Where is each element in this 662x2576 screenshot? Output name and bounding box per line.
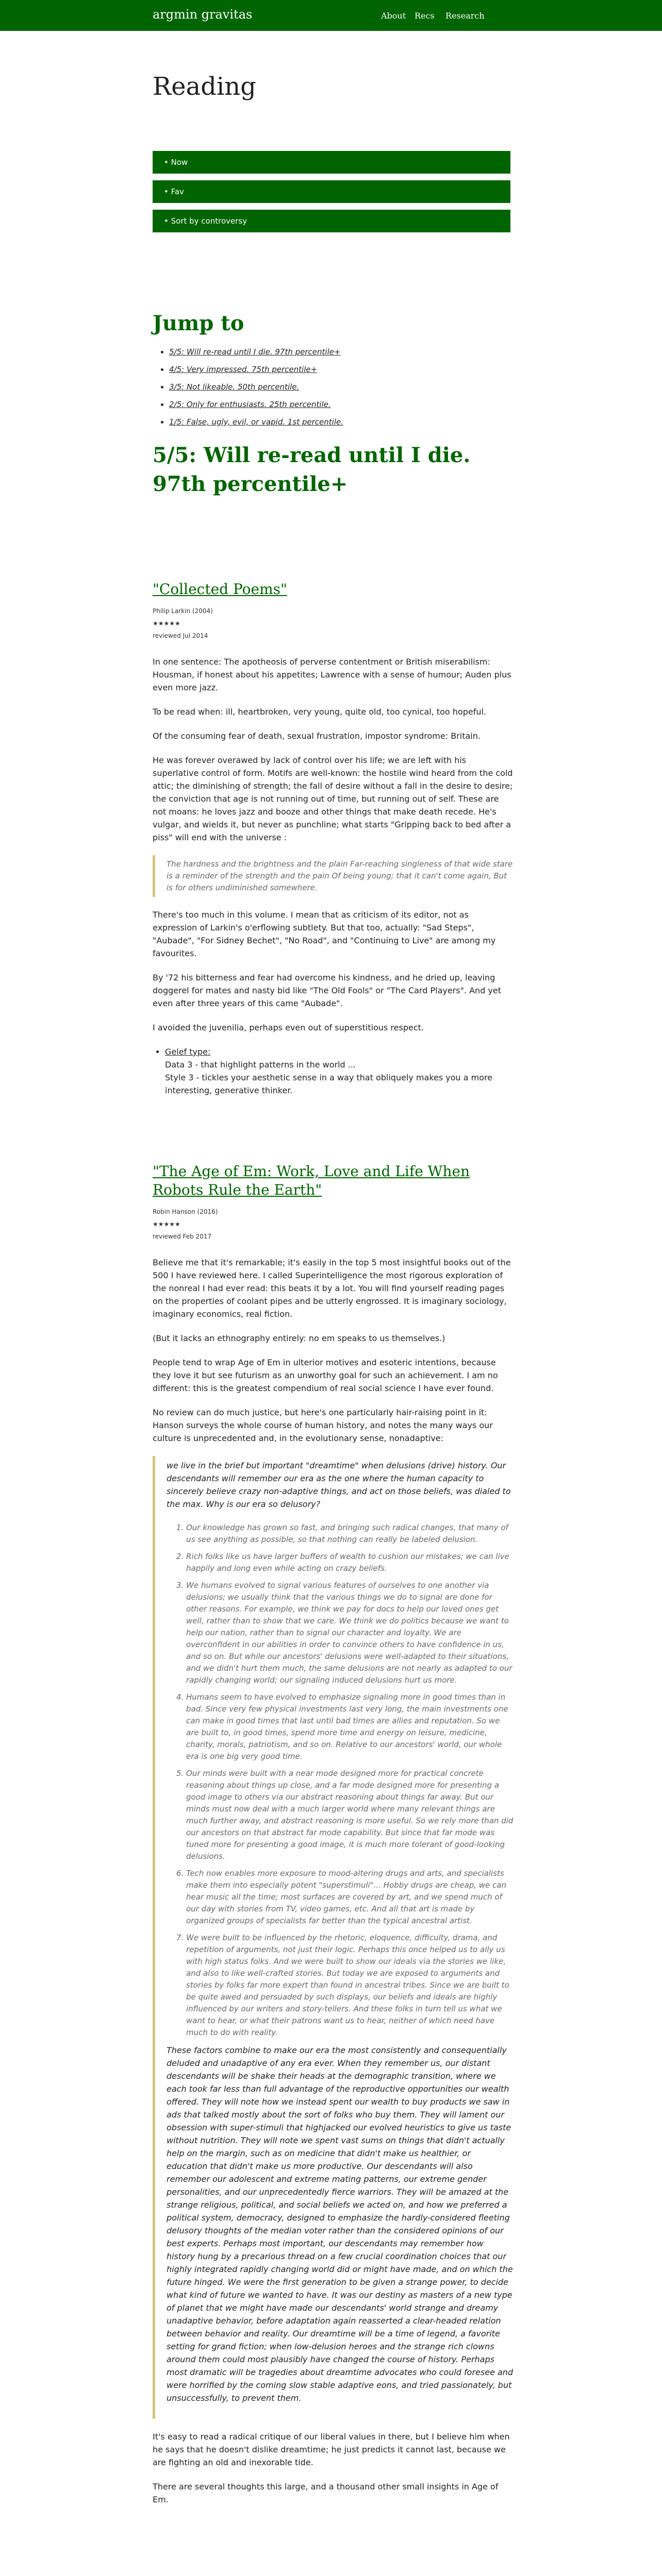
jump-link[interactable]: 2/5: Only for enthusiasts. 25th percentile.	[169, 400, 331, 409]
list-item	[169, 413, 499, 431]
list-item	[165, 1045, 514, 1097]
review-paragraph: No review can do much justice, but here's one particularly hair-raising point in it: Hanson surveys the whole course of human history, and notes the many ways our culture is unprecedented and, in the evolutionary sense, nonadaptive:	[153, 1408, 493, 1443]
review-paragraph: To be read when: ill, heartbroken, very young, quite old, too cynical, too hopeful.	[153, 707, 486, 717]
gelef-tags	[153, 1045, 514, 1097]
tag-line: Style 3 - tickles your aesthetic sense in a way that obliquely makes you a more interesting, generative thinker.	[165, 1073, 493, 1095]
list-item: 5. Our minds were built with a near mode designed more for practical concrete reasoning about things up close, and a far mode designed more for presenting a good image to others via our abstract reasoning about things far away. But our minds must now deal with a much larger world where many relevant things are much further away, and abstract reasoning is more useful. So we rely more than did our ancestors on that abstract far mode capability. But since that far mode was tuned more for presenting a good image, it is much more tolerant of good-looking delusions.	[186, 1768, 514, 1862]
review-paragraph: In one sentence: The apotheosis of perverse contentment or British miserabilism: Housman, if honest about his appetites; Lawrence with a sense of humour; Auden plus even more jazz.	[153, 657, 511, 692]
list-item: 7. We were built to be influenced by the rhetoric, eloquence, difficulty, drama, and repetition of arguments, not just their logic. Perhaps this once helped us to ally us with high status folks. And we were built to show our ideals via the stories we like, and also to like well-crafted stories. But today we are exposed to arguments and stories by folks far more expert than found in ancestral tribes. Since we are built to be quite awed and persuaded by such displays, our beliefs and ideals are highly influenced by our writers and story-tellers. And these folks in turn tell us what we want to hear, or what their patrons want us to hear, neither of which need have much to do with reality.	[186, 1932, 514, 2039]
review-paragraph: By '72 his bitterness and fear had overcome his kindness, and he dried up, leaving doggerel for mates and nasty bid like "The Old Fools" or "The Card Players". And yet even after three years of this came "Aubade".	[153, 973, 502, 1008]
review-paragraph: People tend to wrap Age of Em in ulterior motives and esoteric intentions, because they love it but see futurism as an unworthy goal for such an achievement. I am no different: this is the greatest compendium of real social science I have ever found.	[153, 1358, 498, 1393]
jump-link[interactable]: 3/5: Not likeable. 50th percentile.	[169, 382, 300, 392]
quote-intro: we live in the brief but important "dreamtime" when delusions (drive) history. Our descendants will remember our era as the one where the human capacity to sincerely believe crazy non-adaptive things, and act on those beliefs, was dialed to the max. Why is our era so delusory?	[167, 1461, 511, 1509]
review-paragraph: I avoided the juvenilia, perhaps even out of superstitious respect.	[153, 1023, 424, 1032]
book-stars: ★★★★★	[153, 620, 180, 627]
list-item	[169, 396, 499, 413]
book-entry	[153, 580, 514, 1108]
quote-outro: These factors combine to make our era the most consistently and consequentially deluded and unadaptive of any era ever. When they remember us, our distant descendants will be shake their heads at the demographic transition, where we each took far less than full advantage of the reproductive opportunities our wealth offered. They will note how we instead spent our wealth to buy products we saw in ads that talked mostly about the sort of folks who buy them. They will lament our obsession with super-stimuli that highjacked our evolved heuristics to give us taste without nutrition. They will note we spent vast sums on things that didn't actually help on the margin, such as on medicine that didn't make us healthier, or education that didn't make us more productive. Our descendants will also remember our adolescent and extreme mating patterns, our extreme gender personalities, and our unprecedentedly fierce warriors. They will be amazed at the strange religious, political, and social beliefs we acted on, and how we preferred a political system, democracy, designed to emphasize the hardly-considered fleeting delusory thoughts of the median voter rather than the considered opinions of our best experts. Perhaps most important, our descendants may remember how history hung by a precarious thread on a few crucial coordination choices that our highly integrated rapidly changing world did or might have made, and on which the future hinged. We were the first generation to be given a strange power, to decide what kind of future we wanted to have. It was our destiny as masters of a new type of planet that we might have made our descendants' world strange and dreamy unadaptive behavior, before adaptation again reasserted a clear-headed relation between behavior and reality. Our dreamtime will be a time of legend, a favorite setting for grand fiction; when low-delusion heroes and the strange rich clowns around them could most plausibly have changed the course of history. Perhaps most dramatic will be tragedies about dreamtime advocates who could foresee and were horrified by the coming slow stable adaptive eons, and tried passionately, but unsuccessfully, to prevent them.	[167, 2045, 514, 2403]
book-title	[153, 1162, 514, 1199]
review-paragraph: It's easy to read a radical critique of our liberal values in there, but I believe him when he says that he doesn't dislike dreamtime; he just predicts it cannot last, because we are fighting an old and inexorable tide.	[153, 2432, 510, 2467]
review-quote	[153, 1456, 514, 2419]
review-paragraph: There's too much in this volume. I mean that as criticism of its editor, not as expression of Larkin's o'erflowing subtlety. But that too, actually: "Sad Steps", "Aubade", "For Sidney Bechet", "No Road", and "Continuing to Live" are among my favourites.	[153, 910, 496, 958]
book-title	[153, 580, 514, 599]
nav-about[interactable]: About	[381, 11, 406, 21]
list-item	[169, 378, 499, 396]
top-bar	[0, 0, 662, 31]
review-paragraph: There are several thoughts this large, and a thousand other small insights in Age of Em.	[153, 2482, 499, 2504]
list-item: 2. Rich folks like us have larger buffers of wealth to cushion our mistakes; we can live happily and long even while acting on crazy beliefs.	[186, 1551, 514, 1574]
jump-link[interactable]: 4/5: Very impressed. 75th percentile+	[169, 365, 318, 374]
jump-link[interactable]: 1/5: False, ugly, evil, or vapid. 1st percentile.	[169, 417, 343, 427]
jump-list	[153, 343, 499, 431]
review-paragraph: Of the consuming fear of death, sexual frustration, impostor syndrome: Britain.	[153, 731, 481, 741]
book-author: Philip Larkin (2004)	[153, 607, 213, 615]
page-title: Reading	[153, 72, 256, 101]
list-item: 4. Humans seem to have evolved to emphasize signaling more in good times than in bad. Since very few physical investments last very long, the main investments one can make in good times that last until bad times are allies and reputation. So we are built to, in good times, spend more time and energy on leisure, medicine, charity, morals, patriotism, and so on. Relative to our ancestors' world, our whole era is one big very good time.	[186, 1691, 514, 1762]
review-paragraph: He was forever overawed by lack of control over his life; we are left with his superlative control of form. Motifs are well-known: the hostile wind heard from the cold attic; the diminishing of strength; the fall of desire without a fall in the desire to desire; the conviction that age is not running out of time, but running out of self. These are not moans: he loves jazz and booze and other things that make death recede. He's vulgar, and wields it, but never as punchline; what starts "Gripping back to bed after a piss" will end with the universe :	[153, 755, 513, 842]
jump-link[interactable]: 5/5: Will re-read until I die. 97th percentile+	[169, 347, 341, 357]
site-brand[interactable]: argmin gravitas	[153, 7, 253, 22]
list-item: 1. Our knowledge has grown so fast, and bringing such radical changes, that many of us see anything as possible, so that nothing can really be labeled delusion.	[186, 1522, 514, 1546]
sort-now-button[interactable]: • Now	[153, 151, 510, 174]
list-item	[169, 361, 499, 378]
book-author: Robin Hanson (2016)	[153, 1208, 218, 1215]
sort-controversy-button[interactable]: • Sort by controversy	[153, 210, 510, 232]
review-quote: The hardness and the brightness and the plain Far-reaching singleness of that wide stare is a reminder of the strength and the pain Of being young; that it can't come again, But is for others undiminished somewhere.	[153, 855, 514, 897]
nav-recs[interactable]: Recs	[415, 11, 435, 21]
quote-list	[167, 1522, 514, 2039]
jump-heading: Jump to	[153, 311, 244, 335]
list-item: 3. We humans evolved to signal various features of ourselves to one another via delusions; we usually think that the various things we do to signal are done for other reasons. For example, we think we pay for docs to help our loved ones get well, rather than to show that we care. We think we do politics because we want to help our nation, rather than to signal our character and loyalty. We are overconfident in our abilities in order to convince others to have confidence in us, and so on. But while our ancestors' delusions were well-adapted to their situations, and we didn't hurt them much, the same delusions are not nearly as adapted to our rapidly changing world; our signaling induced delusions hurt us more.	[186, 1580, 514, 1686]
sort-fav-button[interactable]: • Fav	[153, 180, 510, 203]
list-item: 6. Tech now enables more exposure to mood-altering drugs and arts, and specialists make them into especially potent "superstimuli"... Hobby drugs are cheap, we can hear music all the time; most surfaces are covered by art, and we spend much of our day with stories from TV, video games, etc. And all that art is made by organized groups of specialists far better than the typical ancestral artist.	[186, 1868, 514, 1927]
book-title-link[interactable]: "Collected Poems"	[153, 581, 287, 598]
review-paragraph: Believe me that it's remarkable; it's easily in the top 5 most insightful books out of the 500 I have reviewed here. I called Superintelligence the most rigorous exploration of the nonreal I had ever read: this beats it by a lot. You will find yourself reading pages on the properties of coolant pipes and be utterly engrossed. It is imaginary sociology, imaginary economics, real fiction.	[153, 1258, 511, 1319]
book-title-link[interactable]: "The Age of Em: Work, Love and Life When Robots Rule the Earth"	[153, 1163, 470, 1198]
section-heading: 5/5: Will re-read until I die. 97th percentile+	[153, 443, 471, 496]
review-date: reviewed Jul 2014	[153, 632, 208, 639]
book-entry	[153, 1162, 514, 2517]
book-stars: ★★★★★	[153, 1221, 180, 1228]
list-item	[169, 343, 499, 361]
tag-line: Data 3 - that highlight patterns in the world ...	[165, 1060, 356, 1070]
nav-research[interactable]: Research	[445, 11, 485, 21]
review-paragraph: (But it lacks an ethnography entirely: no em speaks to us themselves.)	[153, 1333, 445, 1343]
review-date: reviewed Feb 2017	[153, 1233, 212, 1240]
gelef-type-link[interactable]: Gelef type:	[165, 1047, 211, 1057]
